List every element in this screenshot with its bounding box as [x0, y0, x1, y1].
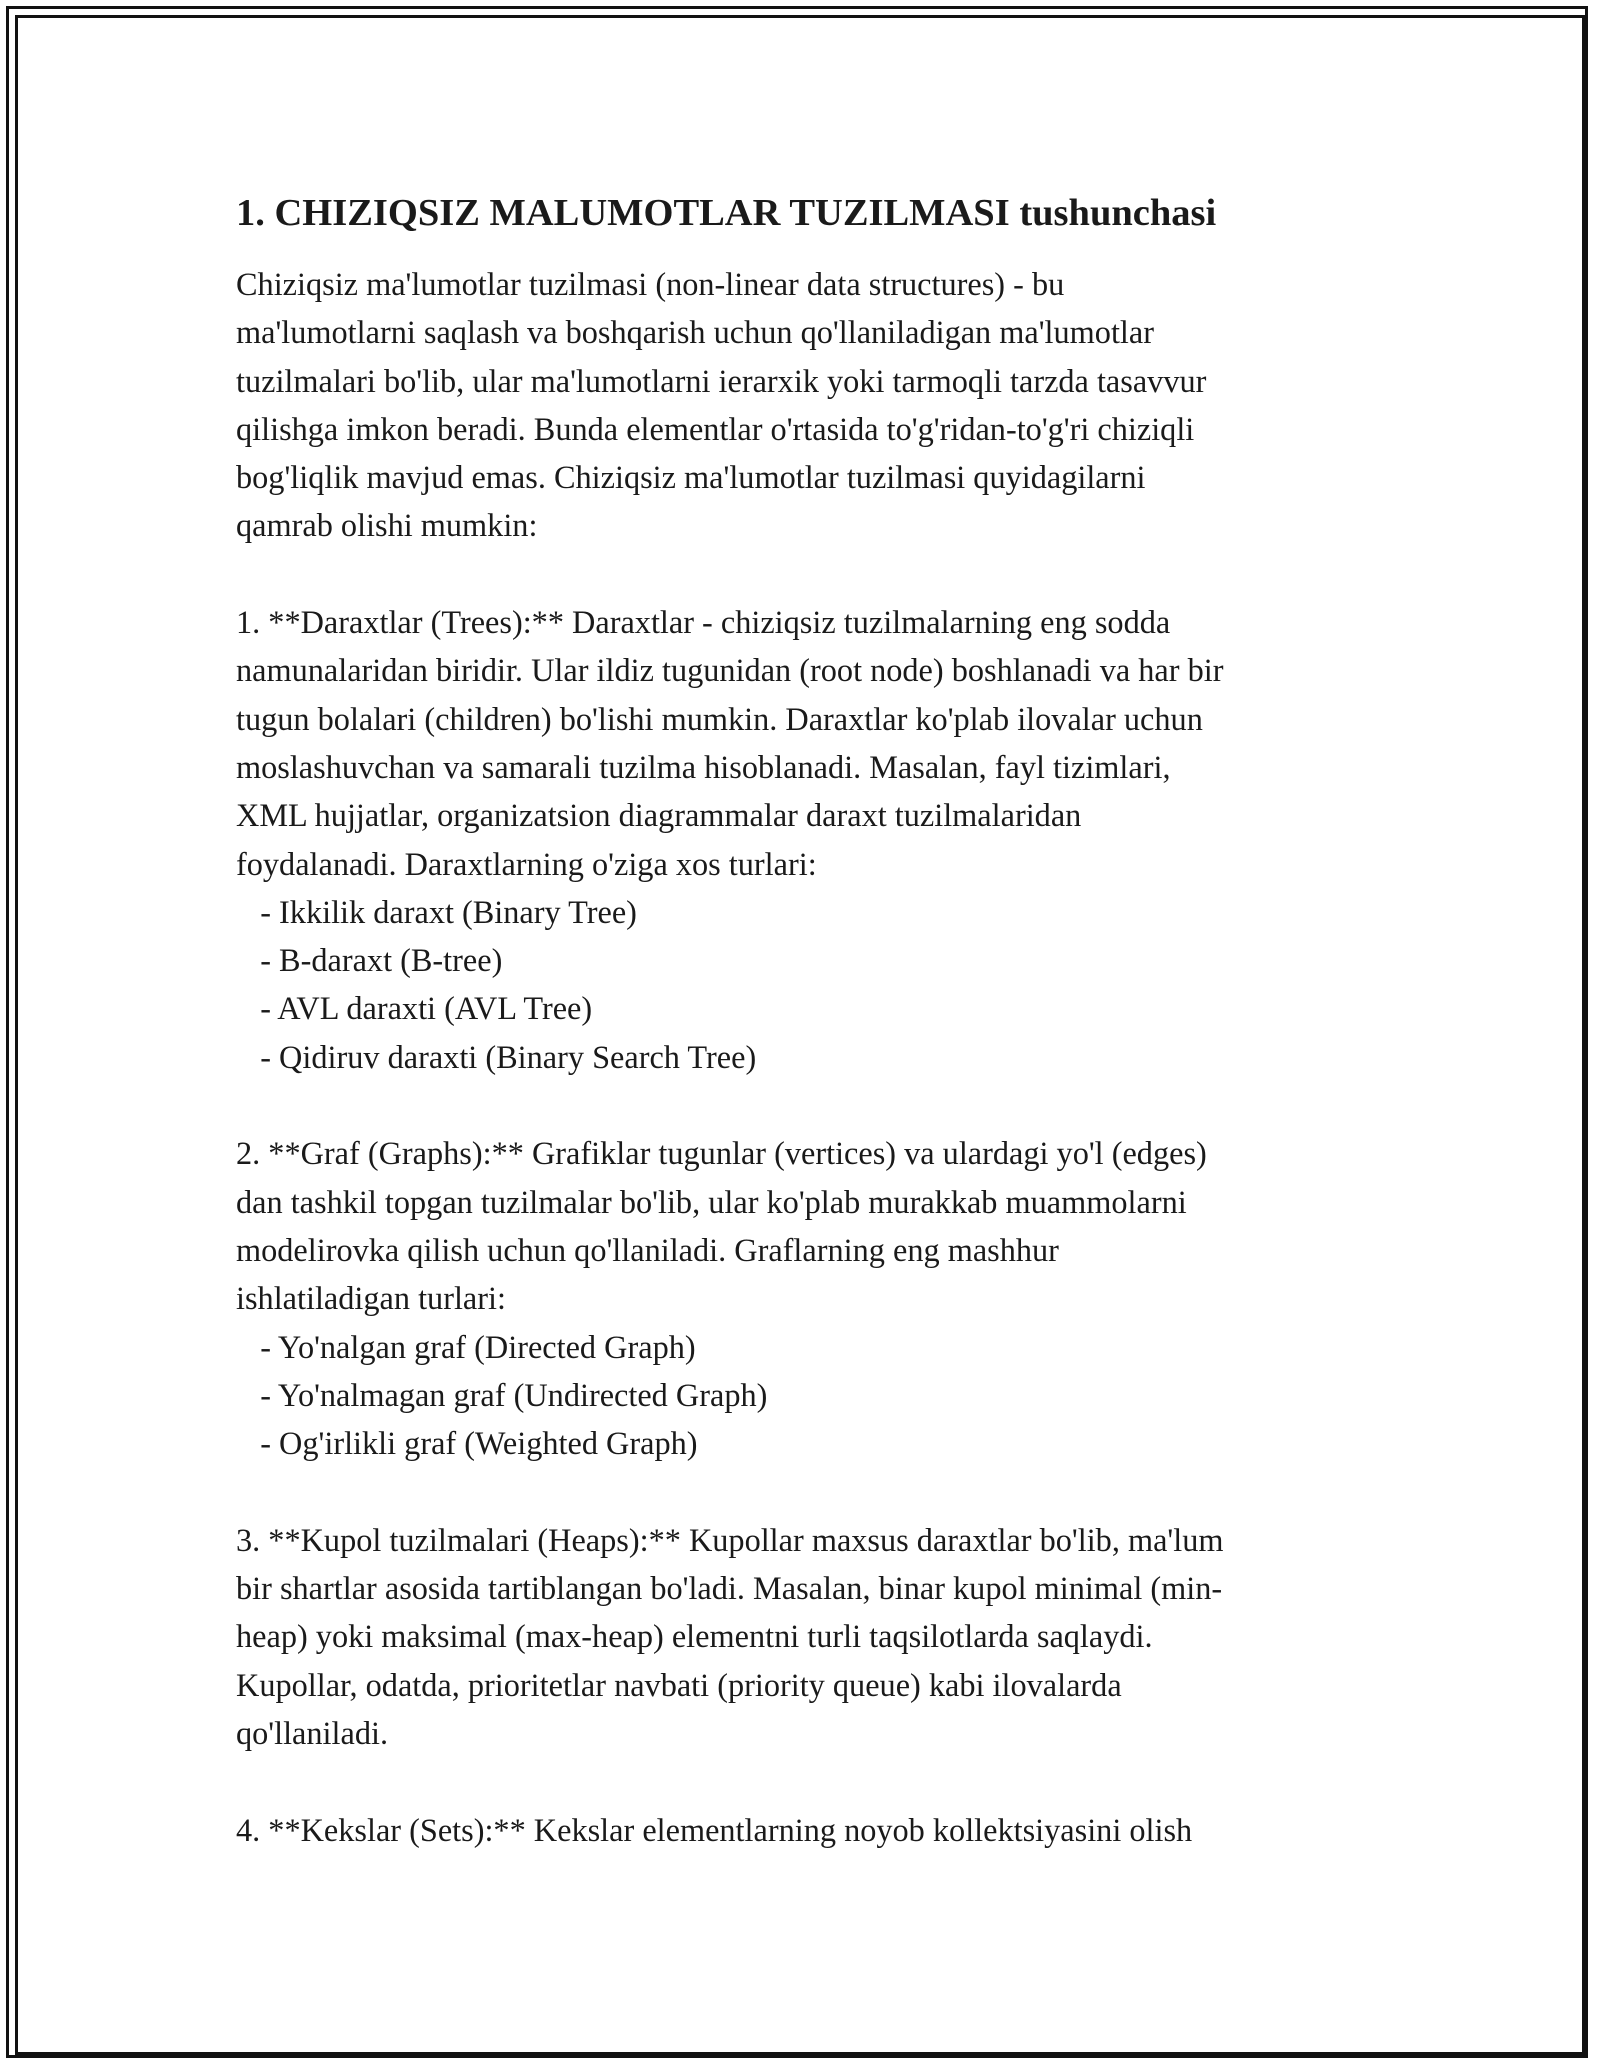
text-line: moslashuvchan va samarali tuzilma hisoblanadi. Masalan, fayl tizimlari, — [236, 748, 1171, 785]
text-line: ishlatiladigan turlari: — [236, 1280, 506, 1317]
text-line: - Yo'nalgan graf (Directed Graph) — [236, 1328, 696, 1365]
text-line: Kupollar, odatda, prioritetlar navbati (priority queue) kabi ilovalarda — [236, 1666, 1122, 1703]
text-line: namunalaridan biridir. Ular ildiz tugunidan (root node) boshlanadi va har bir — [236, 652, 1224, 689]
paragraph-gap — [236, 550, 1406, 598]
text-line: qamrab olishi mumkin: — [236, 507, 538, 544]
text-line: - Yo'nalmagan graf (Undirected Graph) — [236, 1376, 768, 1413]
text-line: tuzilmalari bo'lib, ular ma'lumotlarni ierarxik yoki tarmoqli tarzda tasavvur — [236, 362, 1207, 399]
text-line: 1. **Daraxtlar (Trees):** Daraxtlar - chiziqsiz tuzilmalarning eng sodda — [236, 604, 1171, 641]
text-line: ma'lumotlarni saqlash va boshqarish uchun qo'llaniladigan ma'lumotlar — [236, 314, 1154, 351]
text-line: Chiziqsiz ma'lumotlar tuzilmasi (non-linear data structures) - bu — [236, 266, 1065, 302]
text-line: modelirovka qilish uchun qo'llaniladi. Graflarning eng mashhur — [236, 1231, 1059, 1268]
document-text — [236, 260, 1406, 1854]
text-line: 3. **Kupol tuzilmalari (Heaps):** Kupollar maxsus daraxtlar bo'lib, ma'lum — [236, 1521, 1224, 1558]
text-line: foydalanadi. Daraxtlarning o'ziga xos turlari: — [236, 845, 817, 882]
text-line: qilishga imkon beradi. Bunda elementlar o'rtasida to'g'ridan-to'g'ri chiziqli — [236, 410, 1195, 447]
text-line: heap) yoki maksimal (max-heap) elementni turli taqsilotlarda saqlaydi. — [236, 1618, 1153, 1655]
text-line: dan tashkil topgan tuzilmalar bo'lib, ular ko'plab murakkab muammolarni — [236, 1183, 1187, 1220]
paragraph-gap — [236, 1081, 1406, 1129]
text-line: tugun bolalari (children) bo'lishi mumkin. Daraxtlar ko'plab ilovalar uchun — [236, 700, 1203, 737]
text-line: bir shartlar asosida tartiblangan bo'ladi. Masalan, binar kupol minimal (min- — [236, 1570, 1223, 1607]
text-line: - Ikkilik daraxt (Binary Tree) — [236, 893, 637, 930]
text-line: bog'liqlik mavjud emas. Chiziqsiz ma'lumotlar tuzilmasi quyidagilarni — [236, 459, 1146, 496]
text-line: 2. **Graf (Graphs):** Grafiklar tugunlar (vertices) va ulardagi yo'l (edges) — [236, 1135, 1207, 1172]
paragraph-gap — [236, 1757, 1406, 1805]
text-line: 4. **Kekslar (Sets):** Kekslar elementlarning noyob kollektsiyasini olish — [236, 1811, 1193, 1848]
text-line: qo'llaniladi. — [236, 1714, 389, 1751]
text-line: XML hujjatlar, organizatsion diagrammalar daraxt tuzilmalaridan — [236, 797, 1082, 834]
text-line: - Og'irlikli graf (Weighted Graph) — [236, 1425, 698, 1462]
text-line: - Qidiruv daraxti (Binary Search Tree) — [236, 1038, 757, 1075]
text-line: - AVL daraxti (AVL Tree) — [236, 990, 593, 1027]
document-body — [236, 186, 1406, 1854]
document-title: 1. CHIZIQSIZ MALUMOTLAR TUZILMASI tushunchasi — [236, 192, 1217, 234]
paragraph-gap — [236, 1467, 1406, 1515]
text-line: - B-daraxt (B-tree) — [236, 942, 503, 979]
